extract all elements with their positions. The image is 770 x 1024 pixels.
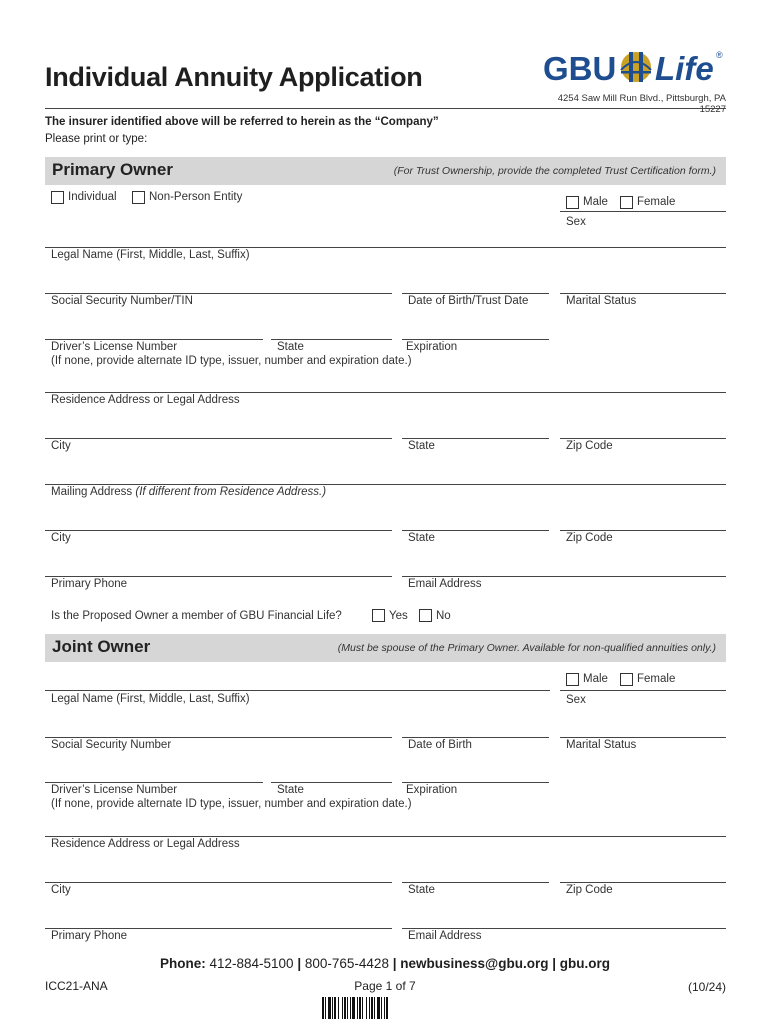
primary-state-field[interactable] (402, 438, 549, 439)
primary-legal-name-label: Legal Name (First, Middle, Last, Suffix) (51, 249, 250, 261)
primary-female-label: Female (637, 196, 676, 208)
joint-male-label: Male (583, 673, 608, 685)
primary-alt-id-note: (If none, provide alternate ID type, issuer, number and expiration date.) (51, 355, 412, 367)
member-question: Is the Proposed Owner a member of GBU Financial Life? (51, 610, 342, 622)
joint-male-checkbox[interactable] (566, 673, 579, 686)
primary-mailing-label: Mailing Address (If different from Residence Address.) (51, 486, 327, 498)
primary-email-field[interactable] (402, 576, 726, 577)
form-id: ICC21-ANA (45, 979, 108, 993)
primary-residence-field[interactable] (45, 392, 726, 393)
intro-statement: The insurer identified above will be referred to herein as the “Company” (45, 116, 439, 128)
joint-license-field[interactable] (45, 782, 263, 783)
primary-female-checkbox[interactable] (620, 196, 633, 209)
joint-license-state-field[interactable] (271, 782, 392, 783)
joint-legal-name-field[interactable] (45, 690, 550, 691)
intro-instruction: Please print or type: (45, 133, 148, 145)
individual-label: Individual (68, 191, 117, 203)
footer-contact (0, 956, 770, 971)
joint-state-label: State (408, 884, 435, 896)
non-person-entity-checkbox[interactable] (132, 191, 145, 204)
company-logo (543, 44, 728, 90)
website: gbu.org (559, 956, 611, 971)
joint-marital-label: Marital Status (566, 739, 637, 751)
joint-city-label: City (51, 884, 71, 896)
section-note: (For Trust Ownership, provide the completed Trust Certification form.) (393, 165, 716, 177)
mailing-note: (If different from Residence Address.) (135, 486, 327, 498)
contact-email: newbusiness@gbu.org (400, 956, 549, 971)
primary-legal-name-field[interactable] (45, 247, 726, 248)
joint-license-state-label: State (277, 784, 304, 796)
separator: | (552, 956, 556, 971)
joint-residence-field[interactable] (45, 836, 726, 837)
non-person-entity-label: Non-Person Entity (149, 191, 243, 203)
joint-dob-label: Date of Birth (408, 739, 472, 751)
joint-phone-label: Primary Phone (51, 930, 128, 942)
revision-date: (10/24) (687, 980, 726, 994)
primary-license-field[interactable] (45, 339, 263, 340)
primary-mailing-city-field[interactable] (45, 530, 392, 531)
bridge-icon (621, 52, 651, 82)
joint-email-label: Email Address (408, 930, 482, 942)
barcode (322, 997, 448, 1019)
logo-left-text: GBU (543, 50, 617, 87)
primary-email-label: Email Address (408, 578, 482, 590)
primary-mailing-state-field[interactable] (402, 530, 549, 531)
primary-mailing-state-label: State (408, 532, 435, 544)
joint-zip-field[interactable] (560, 882, 726, 883)
phone-2: 800-765-4428 (304, 956, 389, 971)
primary-city-field[interactable] (45, 438, 392, 439)
primary-license-label: Driver’s License Number (51, 341, 178, 353)
primary-expiration-field[interactable] (402, 339, 549, 340)
joint-expiration-label: Expiration (406, 784, 458, 796)
joint-phone-field[interactable] (45, 928, 392, 929)
section-title: Joint Owner (52, 637, 151, 656)
primary-residence-label: Residence Address or Legal Address (51, 394, 240, 406)
primary-ssn-label: Social Security Number/TIN (51, 295, 193, 307)
joint-city-field[interactable] (45, 882, 392, 883)
individual-checkbox[interactable] (51, 191, 64, 204)
primary-male-label: Male (583, 196, 608, 208)
primary-zip-label: Zip Code (566, 440, 613, 452)
primary-marital-field[interactable] (560, 293, 726, 294)
primary-expiration-label: Expiration (406, 341, 458, 353)
primary-marital-label: Marital Status (566, 295, 637, 307)
joint-state-field[interactable] (402, 882, 549, 883)
joint-owner-header (45, 634, 726, 662)
primary-mailing-zip-field[interactable] (560, 530, 726, 531)
joint-alt-id-note: (If none, provide alternate ID type, issuer, number and expiration date.) (51, 798, 412, 810)
primary-license-state-field[interactable] (271, 339, 392, 340)
separator: | (297, 956, 302, 971)
logo-right-text: Life (655, 50, 714, 87)
joint-female-checkbox[interactable] (620, 673, 633, 686)
primary-sex-label: Sex (566, 216, 586, 228)
section-title: Primary Owner (52, 160, 173, 179)
primary-phone-field[interactable] (45, 576, 392, 577)
joint-license-label: Driver’s License Number (51, 784, 178, 796)
primary-male-checkbox[interactable] (566, 196, 579, 209)
member-no-checkbox[interactable] (419, 609, 432, 622)
joint-zip-label: Zip Code (566, 884, 613, 896)
member-no-label: No (436, 610, 451, 622)
joint-ssn-field[interactable] (45, 737, 392, 738)
primary-mailing-city-label: City (51, 532, 71, 544)
joint-sex-line (560, 690, 726, 691)
section-note: (Must be spouse of the Primary Owner. Available for non-qualified annuities only.) (337, 642, 716, 654)
member-yes-label: Yes (389, 610, 408, 622)
primary-sex-line (560, 211, 726, 212)
primary-state-label: State (408, 440, 435, 452)
joint-sex-label: Sex (566, 694, 586, 706)
company-address: 4254 Saw Mill Run Blvd., Pittsburgh, PA 15227 (557, 93, 726, 115)
separator: | (392, 956, 397, 971)
primary-owner-header (45, 157, 726, 185)
primary-zip-field[interactable] (560, 438, 726, 439)
page-number: Page 1 of 7 (354, 979, 416, 993)
registered-mark: ® (716, 50, 723, 60)
joint-ssn-label: Social Security Number (51, 739, 172, 751)
primary-mailing-field[interactable] (45, 484, 726, 485)
phone-1: 412-884-5100 (209, 956, 294, 971)
joint-marital-field[interactable] (560, 737, 726, 738)
primary-dob-label: Date of Birth/Trust Date (408, 295, 529, 307)
joint-email-field[interactable] (402, 928, 726, 929)
joint-residence-label: Residence Address or Legal Address (51, 838, 240, 850)
primary-mailing-zip-label: Zip Code (566, 532, 613, 544)
primary-license-state-label: State (277, 341, 304, 353)
phone-label: Phone: (159, 956, 206, 971)
member-yes-checkbox[interactable] (372, 609, 385, 622)
joint-expiration-field[interactable] (402, 782, 549, 783)
joint-female-label: Female (637, 673, 676, 685)
joint-legal-name-label: Legal Name (First, Middle, Last, Suffix) (51, 693, 250, 705)
primary-city-label: City (51, 440, 71, 452)
primary-ssn-field[interactable] (45, 293, 392, 294)
joint-dob-field[interactable] (402, 737, 549, 738)
page-title: Individual Annuity Application (45, 62, 423, 92)
primary-phone-label: Primary Phone (51, 578, 128, 590)
header-divider (45, 108, 726, 109)
primary-dob-field[interactable] (402, 293, 549, 294)
